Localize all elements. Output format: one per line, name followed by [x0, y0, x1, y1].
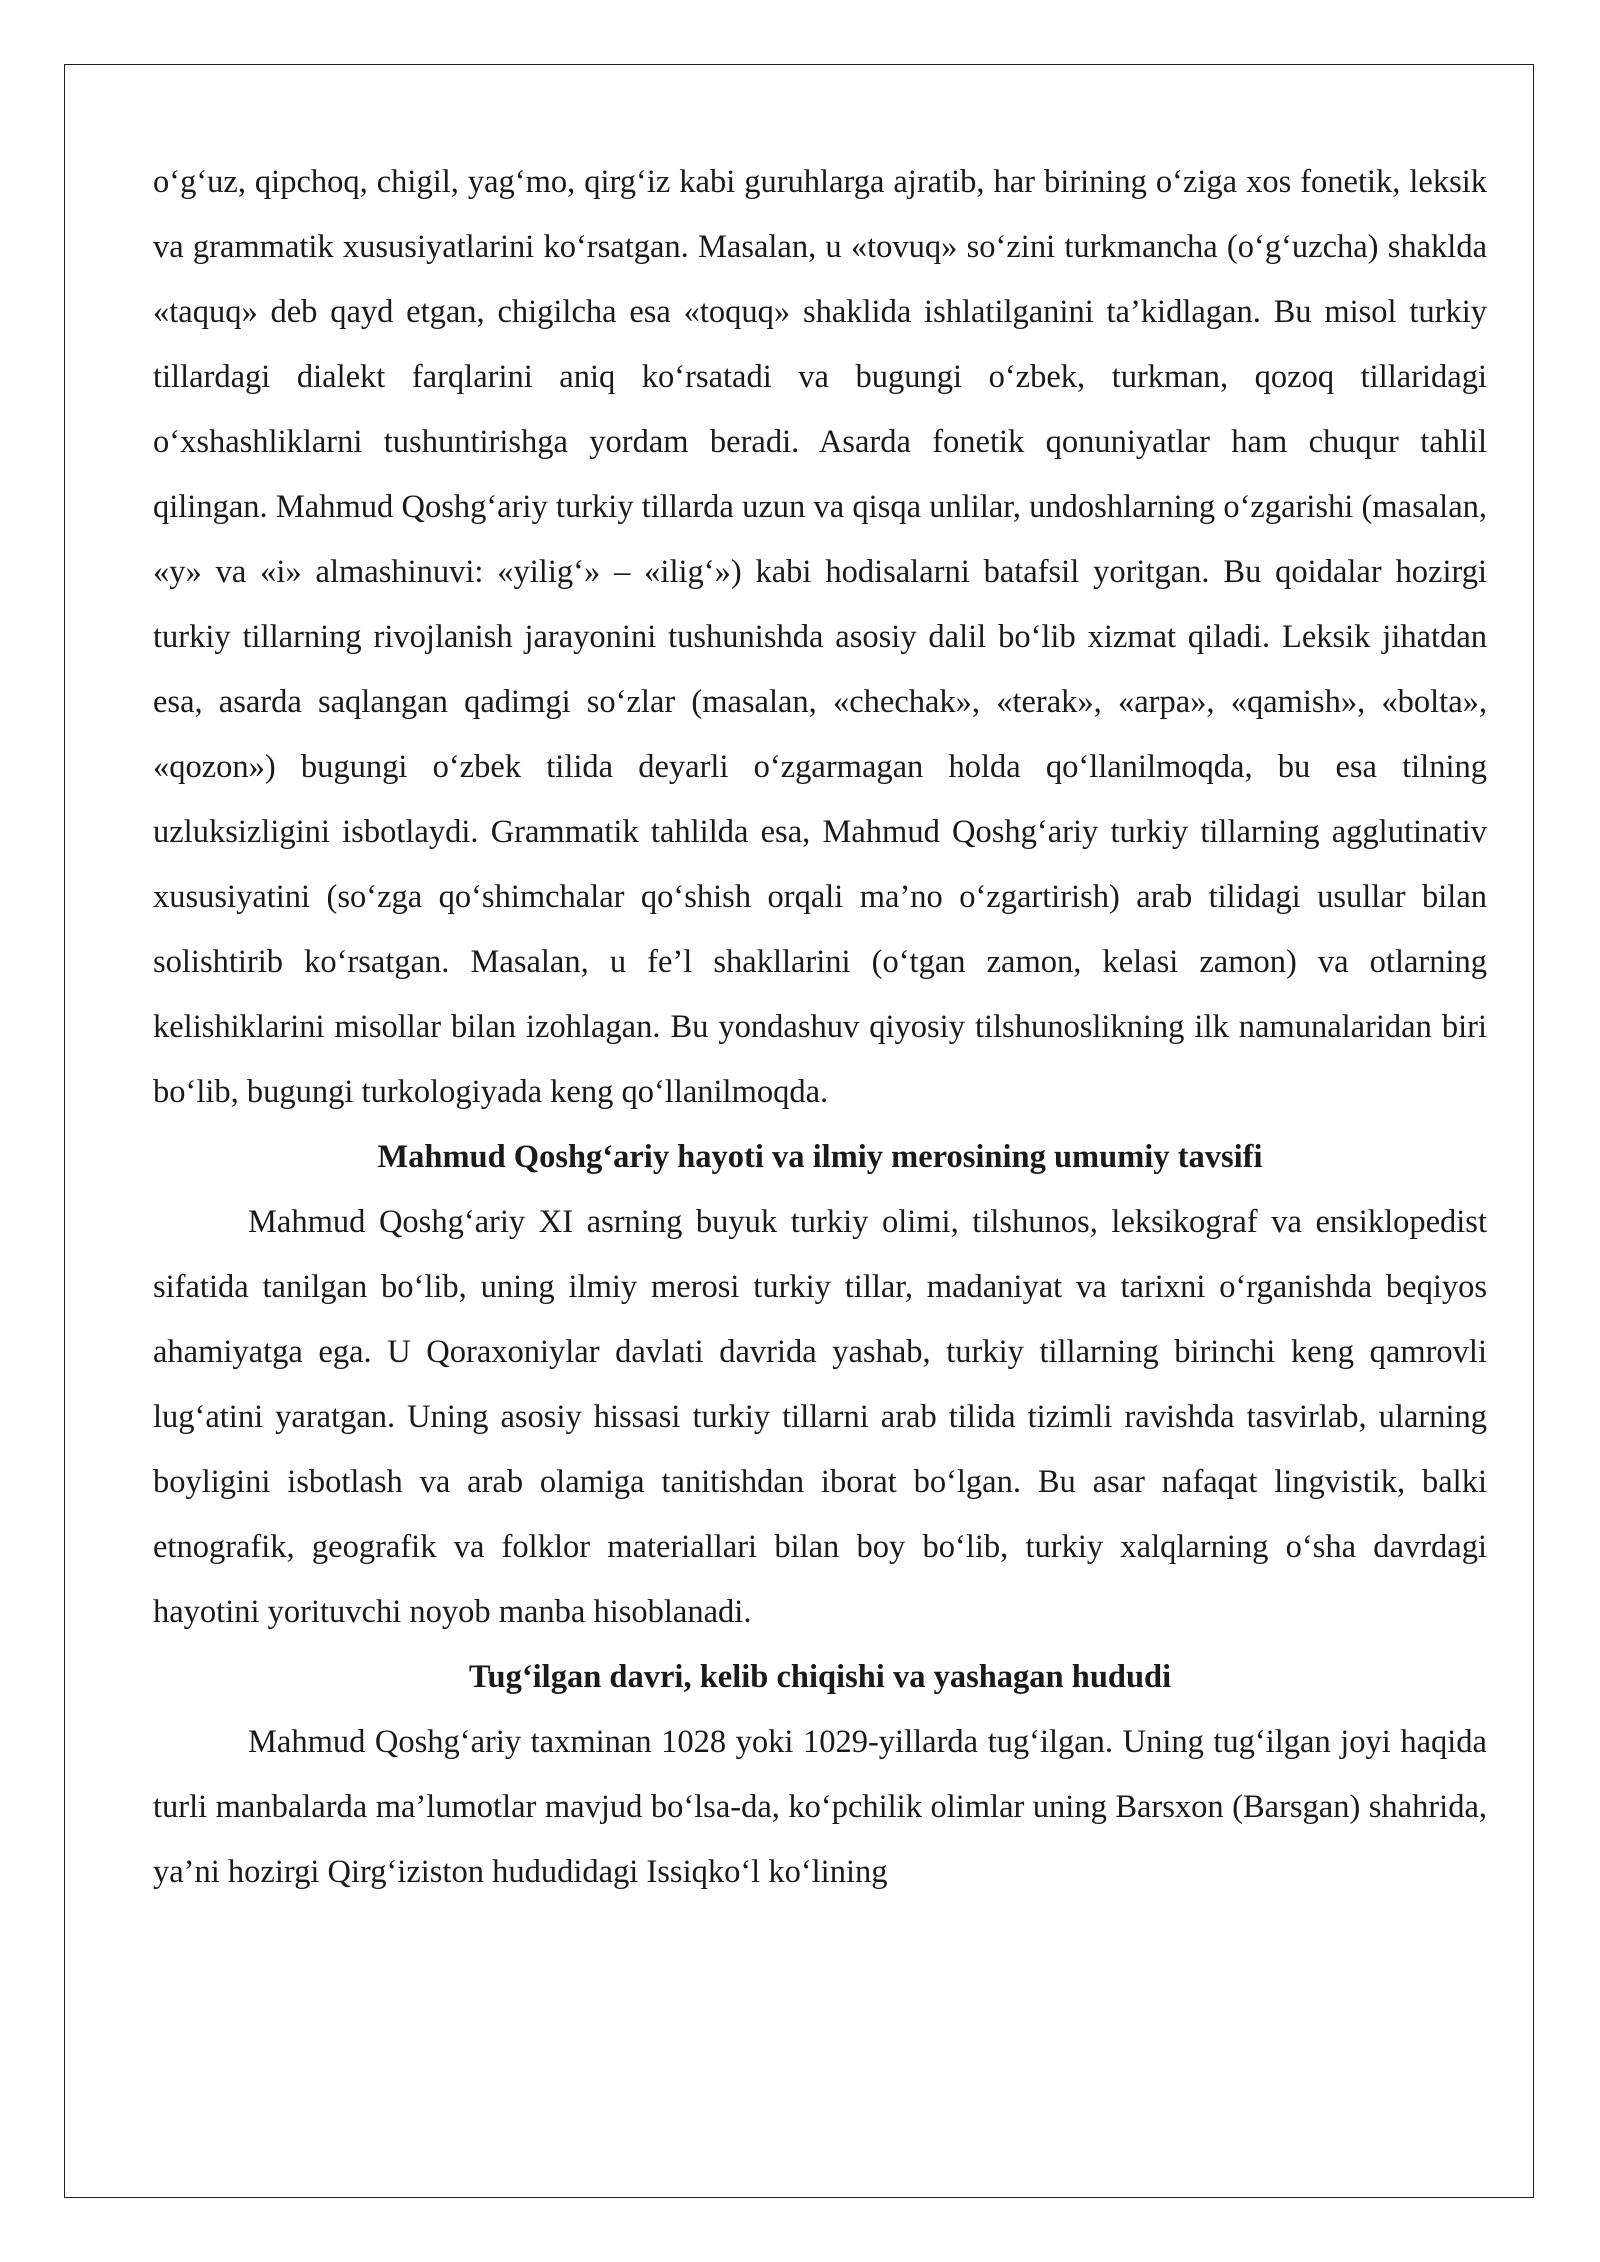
- body-paragraph: Mahmud Qoshg‘ariy taxminan 1028 yoki 1029-yillarda tug‘ilgan. Uning tug‘ilgan joyi haqida turli manbalarda ma’lumotlar mavjud bo‘lsa-da, ko‘pchilik olimlar uning Barsxon (Barsgan) shahrida, ya’ni hozirgi Qirg‘iziston hududidagi Issiqko‘l ko‘lining: [153, 1724, 1487, 1890]
- body-paragraph: Mahmud Qoshg‘ariy XI asrning buyuk turkiy olimi, tilshunos, leksikograf va ensiklopedist sifatida tanilgan bo‘lib, uning ilmiy merosi turkiy tillar, madaniyat va tarixni o‘rganishda beqiyos ahamiyatga ega. U Qoraxoniylar davlati davrida yashab, turkiy tillarning birinchi keng qamrovli lug‘atini yaratgan. Uning asosiy hissasi turkiy tillarni arab tilida tizimli ravishda tasvirlab, ularning boyligini isbotlash va arab olamiga tanitishdan iborat bo‘lgan. Bu asar nafaqat lingvistik, balki etnografik, geografik va folklor materiallari bilan boy bo‘lib, turkiy xalqlarning o‘sha davrdagi hayotini yorituvchi noyob manba hisoblanadi.: [153, 1204, 1487, 1630]
- document-body: [153, 150, 1487, 1905]
- body-paragraph: o‘g‘uz, qipchoq, chigil, yag‘mo, qirg‘iz kabi guruhlarga ajratib, har birining o‘ziga xos fonetik, leksik va grammatik xususiyatlarini ko‘rsatgan. Masalan, u «tovuq» so‘zini turkmancha (o‘g‘uzcha) shaklda «taquq» deb qayd etgan, chigilcha esa «toquq» shaklida ishlatilganini ta’kidlagan. Bu misol turkiy tillardagi dialekt farqlarini aniq ko‘rsatadi va bugungi o‘zbek, turkman, qozoq tillaridagi o‘xshashliklarni tushuntirishga yordam beradi. Asarda fonetik qonuniyatlar ham chuqur tahlil qilingan. Mahmud Qoshg‘ariy turkiy tillarda uzun va qisqa unlilar, undoshlarning o‘zgarishi (masalan, «y» va «i» almashinuvi: «yilig‘» – «ilig‘») kabi hodisalarni batafsil yoritgan. Bu qoidalar hozirgi turkiy tillarning rivojlanish jarayonini tushunishda asosiy dalil bo‘lib xizmat qiladi. Leksik jihatdan esa, asarda saqlangan qadimgi so‘zlar (masalan, «chechak», «terak», «arpa», «qamish», «bolta», «qozon») bugungi o‘zbek tilida deyarli o‘zgarmagan holda qo‘llanilmoqda, bu esa tilning uzluksizligini isbotlaydi. Grammatik tahlilda esa, Mahmud Qoshg‘ariy turkiy tillarning agglutinativ xususiyatini (so‘zga qo‘shimchalar qo‘shish orqali ma’no o‘zgartirish) arab tilidagi usullar bilan solishtirib ko‘rsatgan. Masalan, u fe’l shakllarini (o‘tgan zamon, kelasi zamon) va otlarning kelishiklarini misollar bilan izohlagan. Bu yondashuv qiyosiy tilshunoslikning ilk namunalaridan biri bo‘lib, bugungi turkologiyada keng qo‘llanilmoqda.: [153, 164, 1487, 1110]
- section-heading: Tug‘ilgan davri, kelib chiqishi va yashagan hududi: [468, 1659, 1172, 1695]
- section-heading: Mahmud Qoshg‘ariy hayoti va ilmiy merosining umumiy tavsifi: [377, 1139, 1263, 1175]
